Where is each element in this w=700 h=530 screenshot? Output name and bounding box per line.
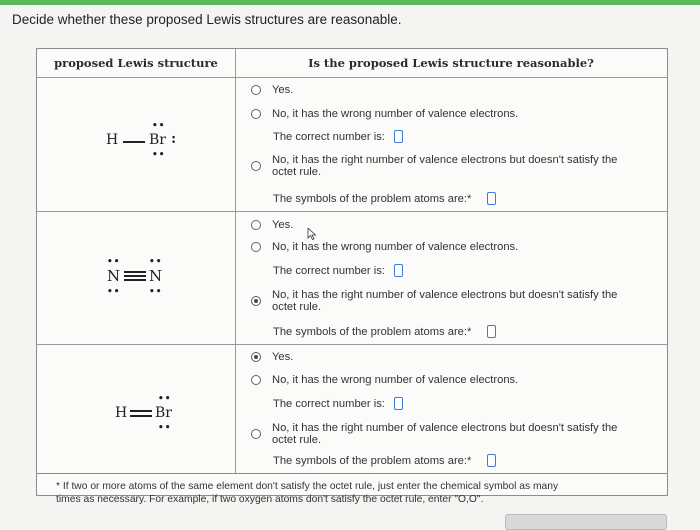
option-wrong-count[interactable]: No, it has the wrong number of valence electrons. [251, 108, 518, 120]
lone-pair-left-bottom: •• [107, 287, 121, 297]
top-accent-bar [0, 0, 700, 5]
lewis-structure-table [36, 48, 668, 496]
option-octet[interactable]: No, it has the right number of valence electrons but doesn't satisfy the octet rule. [251, 154, 617, 178]
correct-number-input[interactable] [394, 264, 403, 277]
lone-pair-bottom: •• [158, 423, 172, 433]
problem-atoms-field: The symbols of the problem atoms are:* [273, 325, 496, 338]
option-octet[interactable]: No, it has the right number of valence electrons but doesn't satisfy the octet rule. [251, 422, 617, 446]
lewis-structure-n2-triple [37, 211, 235, 344]
radio-yes[interactable] [251, 220, 261, 230]
lone-pair-right: : [171, 131, 177, 147]
correct-number-input[interactable] [394, 130, 403, 143]
lone-pair-right-top: •• [149, 257, 163, 267]
problem-atoms-field: The symbols of the problem atoms are:* [273, 192, 496, 205]
radio-yes-selected[interactable] [251, 352, 261, 362]
radio-octet[interactable] [251, 161, 261, 171]
lone-pair-left-top: •• [107, 257, 121, 267]
table-row [37, 344, 667, 473]
option-yes[interactable]: Yes. [251, 84, 293, 96]
lewis-structure-hbr-single [37, 77, 235, 211]
problem-atoms-input[interactable] [487, 454, 496, 467]
atom-h: H [106, 132, 119, 148]
question-prompt: Decide whether these proposed Lewis structures are reasonable. [12, 12, 402, 27]
problem-atoms-input[interactable] [487, 192, 496, 205]
single-bond [123, 141, 145, 143]
radio-yes[interactable] [251, 85, 261, 95]
option-yes[interactable]: Yes. [251, 351, 293, 363]
mouse-pointer-icon [307, 228, 317, 240]
radio-wrong-count[interactable] [251, 109, 261, 119]
header-is-reasonable: Is the proposed Lewis structure reasonable? [308, 56, 594, 70]
triple-bond-line-1 [124, 271, 146, 273]
double-bond-line-1 [130, 410, 152, 412]
triple-bond-line-3 [124, 279, 146, 281]
correct-number-input[interactable] [394, 397, 403, 410]
option-wrong-count[interactable]: No, it has the wrong number of valence electrons. [251, 241, 518, 253]
problem-atoms-input[interactable] [487, 325, 496, 338]
lone-pair-top: •• [158, 394, 172, 404]
atom-br: Br [155, 405, 172, 421]
atom-n-right: N [149, 267, 163, 285]
table-bottom-divider [37, 473, 667, 474]
atom-h: H [115, 405, 128, 421]
lone-pair-right-bottom: •• [149, 287, 163, 297]
correct-number-field: The correct number is: [273, 397, 403, 410]
option-wrong-count[interactable]: No, it has the wrong number of valence electrons. [251, 374, 518, 386]
option-octet[interactable]: No, it has the right number of valence electrons but doesn't satisfy the octet rule. [251, 289, 617, 313]
double-bond-line-2 [130, 415, 152, 417]
radio-octet[interactable] [251, 429, 261, 439]
radio-wrong-count[interactable] [251, 375, 261, 385]
radio-octet-selected[interactable] [251, 296, 261, 306]
triple-bond-line-2 [124, 275, 146, 277]
option-yes[interactable]: Yes. [251, 219, 293, 231]
footnote: * If two or more atoms of the same element don't satisfy the octet rule, just enter the chemical symbol as many times as necessary. For example, if two oxygen atoms don't satisfy the octet rule, enter "O,O". [56, 481, 559, 505]
lewis-structure-hbr-double [37, 344, 235, 473]
table-row [37, 77, 667, 211]
header-proposed-structure: proposed Lewis structure [54, 56, 218, 70]
atom-n-left: N [107, 267, 121, 285]
problem-atoms-field: The symbols of the problem atoms are:* [273, 454, 496, 467]
correct-number-field: The correct number is: [273, 130, 403, 143]
correct-number-field: The correct number is: [273, 264, 403, 277]
lone-pair-top: •• [152, 121, 166, 131]
atom-br: Br [149, 132, 166, 148]
table-row [37, 211, 667, 344]
radio-wrong-count[interactable] [251, 242, 261, 252]
lone-pair-bottom: •• [152, 150, 166, 160]
